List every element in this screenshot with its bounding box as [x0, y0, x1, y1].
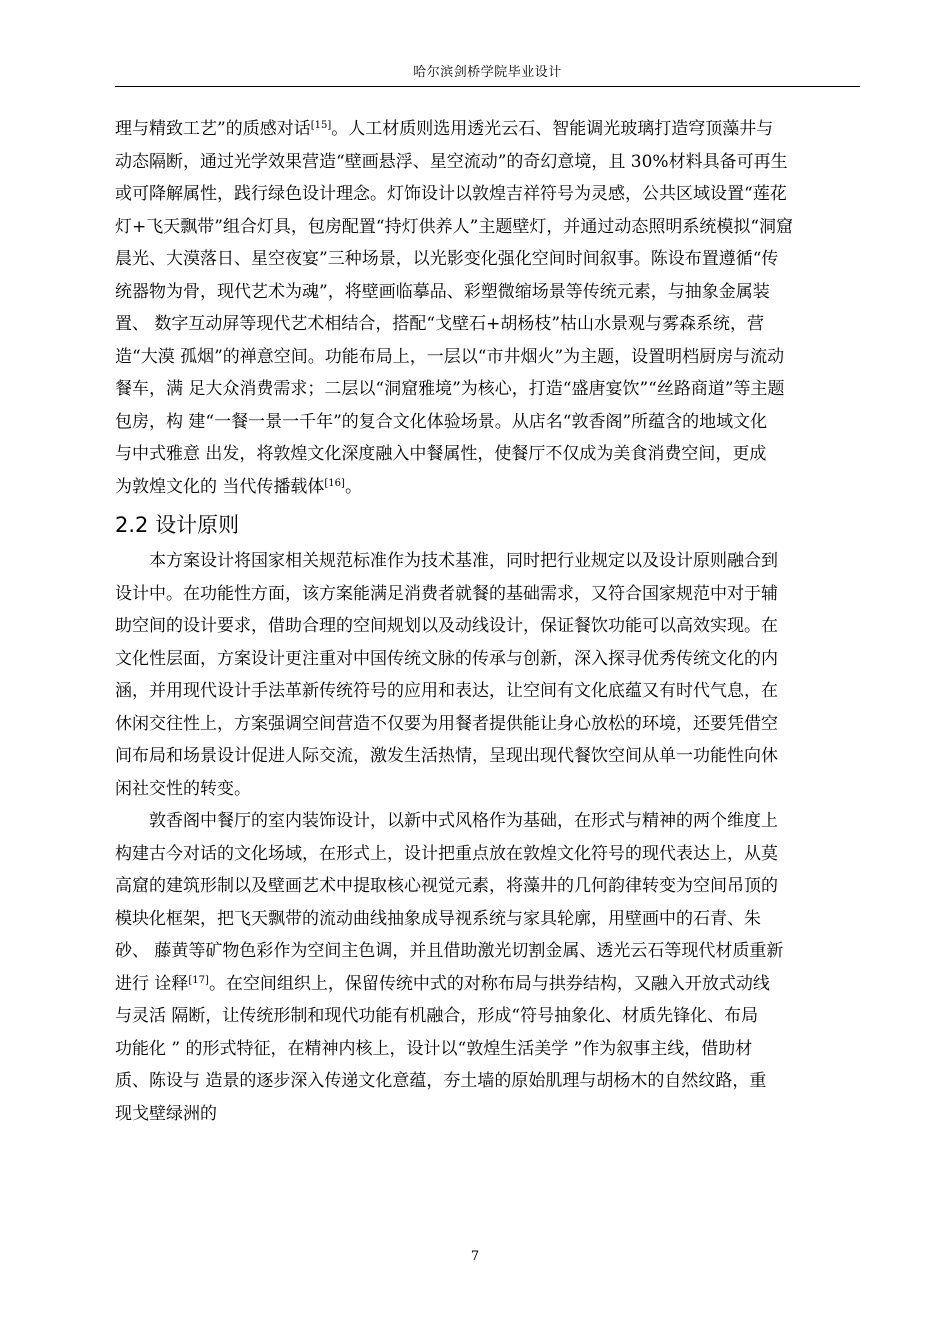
line-text: 或可降解属性，践行绿色设计理念。灯饰设计以敦煌吉祥符号为灵感，公共区域设置“莲花	[115, 184, 787, 204]
line-text: 质、陈设与 造景的逐步深入传递文化意蕴，夯土墙的原始肌理与胡杨木的自然纹路，重	[115, 1071, 767, 1091]
line-text: 与中式雅意 出发，将敦煌文化深度融入中餐属性，使餐厅不仅成为美食消费空间，更成	[115, 444, 767, 464]
line-text: 涵，并用现代设计手法革新传统符号的应用和表达，让空间有文化底蕴又有时代气息，在	[115, 681, 778, 701]
line-text: 高窟的建筑形制以及壁画艺术中提取核心视觉元素，将藻井的几何韵律转变为空间吊顶的	[115, 876, 778, 896]
text-line	[115, 373, 865, 406]
text-line	[115, 211, 865, 244]
text-line	[115, 471, 865, 504]
line-text: 助空间的设计要求，借助合理的空间规划以及动线设计，保证餐饮功能可以高效实现。在	[115, 616, 778, 636]
citation-superscript: [15]	[310, 120, 332, 131]
page-number: 7	[470, 1249, 480, 1264]
line-text: 砂、 藤黄等矿物色彩作为空间主色调，并且借助激光切割金属、透光云石等现代材质重新	[115, 941, 784, 961]
line-text: 动态隔断，通过光学效果营造“壁画悬浮、星空流动”的奇幻意境，且 30%材料具备可再生	[115, 151, 788, 172]
line-text: 造“大漠 孤烟”的禅意空间。功能布局上，一层以“市井烟火”为主题，设置明档厨房与流动	[115, 346, 785, 367]
body-paragraph-2	[115, 545, 865, 805]
text-line	[115, 610, 865, 643]
text-line	[115, 870, 865, 903]
section-heading: 2.2 设计原则	[115, 513, 240, 537]
text-line	[115, 438, 865, 471]
line-text: 灯+飞天飘带”组合灯具，包房配置“持灯供养人”主题壁灯，并通过动态照明系统模拟“洞窟	[115, 216, 794, 237]
line-text: 设计中。在功能性方面，该方案能满足消费者就餐的基础需求，又符合国家规范中对于辅	[115, 583, 778, 604]
text-line	[115, 1098, 865, 1131]
text-line	[115, 276, 865, 309]
text-line	[115, 903, 865, 936]
line-text: 进行 诠释	[115, 973, 189, 994]
text-line	[115, 708, 865, 741]
text-line	[115, 578, 865, 611]
line-text: 文化性层面，方案设计更注重对中国传统文脉的传承与创新，深入探寻优秀传统文化的内	[115, 648, 778, 669]
line-text: 包房，构 建“一餐一景一千年”的复合文化体验场景。从店名“敦香阁”所蕴含的地域文化	[115, 411, 768, 432]
text-line	[115, 308, 865, 341]
body-paragraph-1	[115, 113, 865, 503]
citation-superscript: [16]	[324, 477, 345, 489]
text-line	[115, 838, 865, 871]
line-text: 闲社交性的转变。	[115, 778, 251, 799]
text-line	[115, 1000, 865, 1033]
line-text: 构建古今对话的文化场域，在形式上，设计把重点放在敦煌文化符号的现代表达上，从莫	[115, 843, 778, 864]
line-text: 现戈壁绿洲的	[115, 1103, 217, 1124]
text-line	[115, 740, 865, 773]
line-text: 本方案设计将国家相关规范标准作为技术基准，同时把行业规定以及设计原则融合到	[149, 551, 778, 571]
header-rule	[115, 86, 860, 87]
line-text: 敦香阁中餐厅的室内装饰设计，以新中式风格作为基础，在形式与精神的两个维度上	[149, 811, 778, 831]
text-line	[115, 675, 865, 708]
text-line	[115, 1033, 865, 1066]
text-line	[115, 643, 865, 676]
text-line	[115, 243, 865, 276]
line-text: 模块化框架，把飞天飘带的流动曲线抽象成导视系统与家具轮廓，用壁画中的石青、朱	[115, 908, 761, 929]
text-line	[115, 968, 865, 1001]
text-line	[115, 1065, 865, 1098]
document-body	[115, 113, 865, 1130]
line-text: 与灵活 隔断，让传统形制和现代功能有机融合，形成“符号抽象化、材质先锋化、布局	[115, 1006, 759, 1026]
text-line	[115, 805, 865, 838]
line-text-after: 。在空间组织上，保留传统中式的对称布局与拱券结构，又融入开放式动线	[208, 973, 770, 994]
text-line	[115, 545, 865, 578]
body-paragraph-3	[115, 805, 865, 1130]
text-line	[115, 146, 865, 179]
text-line	[115, 935, 865, 968]
line-text: 餐车，满 足大众消费需求；二层以“洞窟雅境”为核心，打造“盛唐宴饮”“丝路商道”等主题	[115, 379, 785, 399]
line-text: 间布局和场景设计促进人际交流，激发生活热情，呈现出现代餐饮空间从单一功能性向休	[115, 746, 778, 766]
text-line	[115, 773, 865, 806]
text-line	[115, 406, 865, 439]
text-line	[115, 113, 865, 146]
text-line	[115, 341, 865, 374]
text-line	[115, 178, 865, 211]
line-text-after: 。人工材质则选用透光云石、智能调光玻璃打造穹顶藻井与	[331, 119, 774, 139]
line-text-after: 。	[344, 476, 362, 497]
line-text: 功能化 ” 的形式特征，在精神内核上，设计以“敦煌生活美学 ”作为叙事主线，借助材	[115, 1038, 753, 1059]
line-text: 休闲交往性上，方案强调空间营造不仅要为用餐者提供能让身心放松的环境，还要凭借空	[115, 713, 778, 734]
running-header: 哈尔滨剑桥学院毕业设计	[413, 65, 562, 80]
line-text: 理与精致工艺”的质感对话	[115, 119, 311, 139]
citation-superscript: [17]	[188, 974, 209, 986]
line-text: 为敦煌文化的 当代传播载体	[115, 476, 325, 497]
line-text: 统器物为骨，现代艺术为魂”，将壁画临摹品、彩塑微缩场景等传统元素，与抽象金属装	[115, 281, 770, 302]
line-text: 晨光、大漠落日、星空夜宴”三种场景，以光影变化强化空间时间叙事。陈设布置遵循“传	[115, 249, 779, 269]
line-text: 置、 数字互动屏等现代艺术相结合，搭配“戈壁石+胡杨枝”枯山水景观与雾森系统，营	[115, 314, 765, 334]
